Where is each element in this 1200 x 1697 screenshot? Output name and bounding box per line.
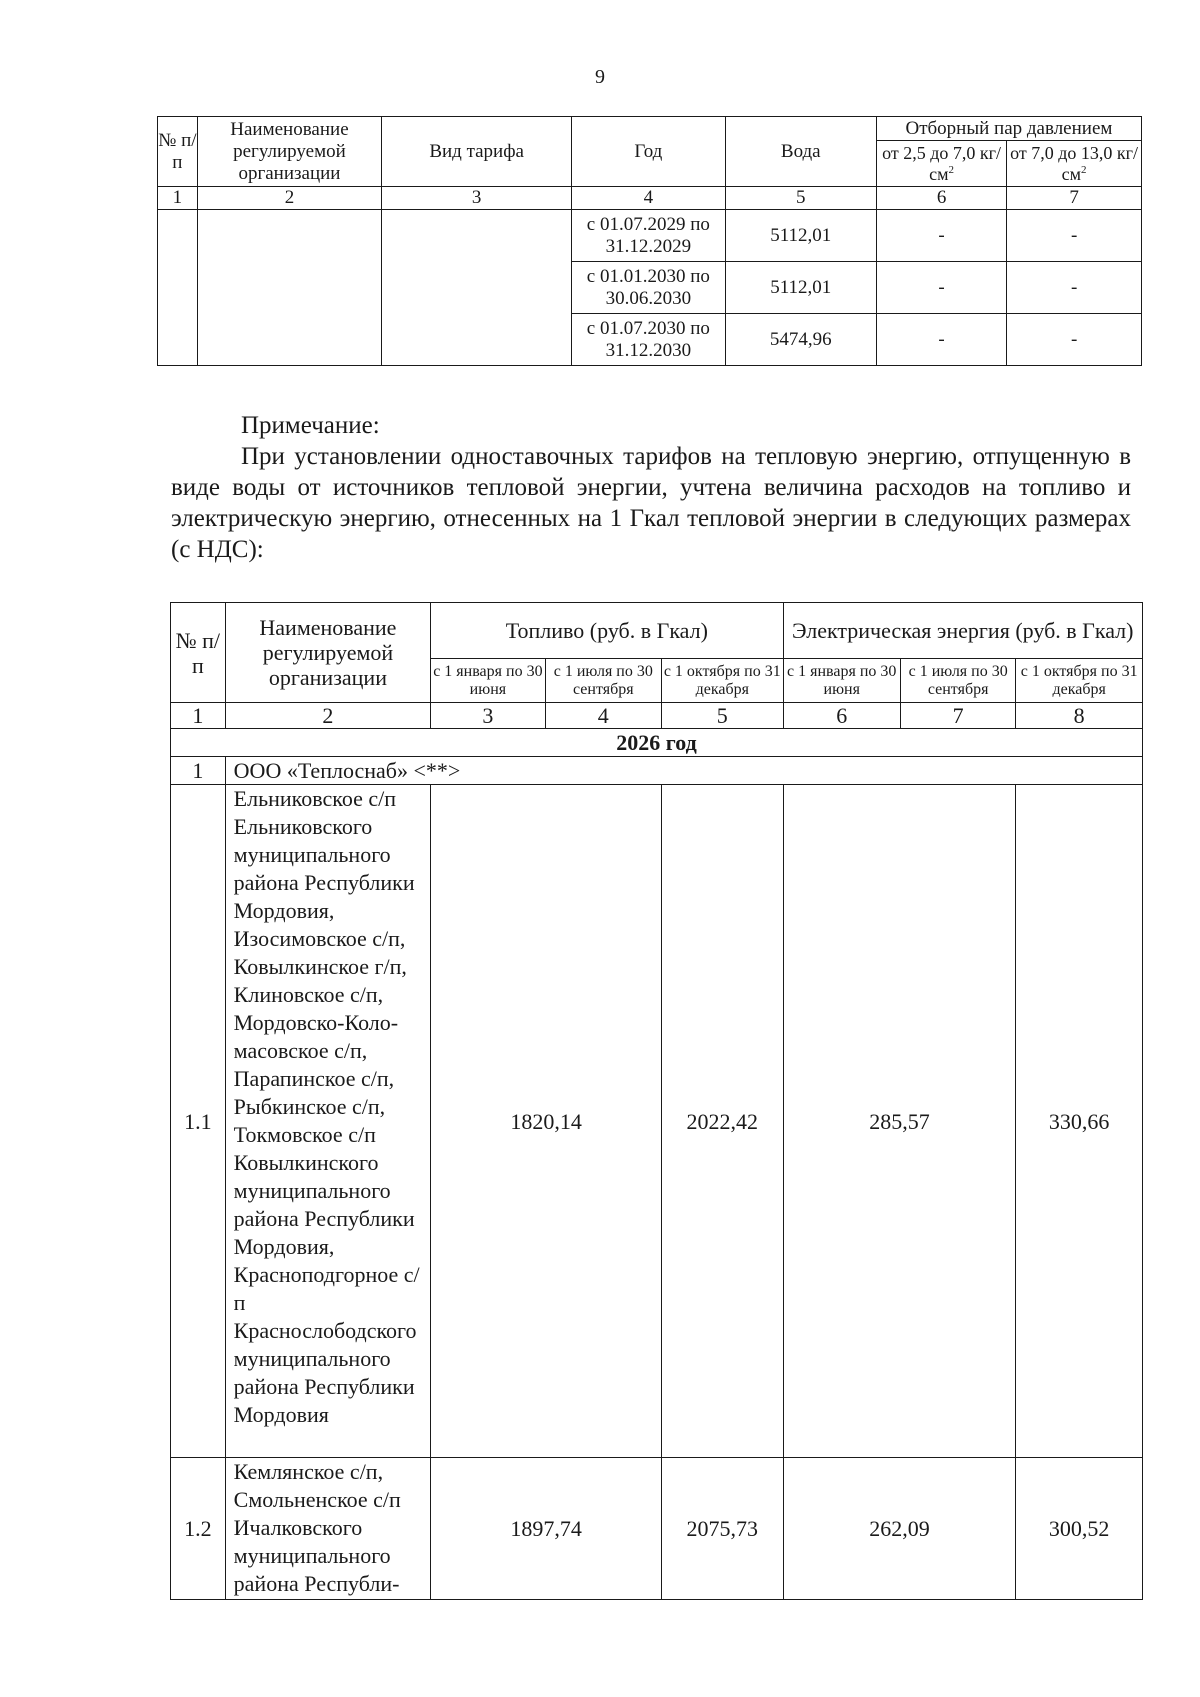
- header-period-1: с 1 января по 30 июня: [431, 659, 545, 703]
- steam-a-value: -: [876, 210, 1006, 262]
- steam-a-value: -: [876, 262, 1006, 314]
- electric-h1-value: 285,57: [783, 785, 1016, 1458]
- col-number: 1: [158, 187, 198, 210]
- col-number: 6: [783, 703, 900, 729]
- empty-cell: [197, 210, 381, 366]
- area-name: Кемлянское с/п, Смольненское с/п Ичалковского муниципального района Республи-: [225, 1458, 431, 1600]
- header-org: Наименование регулируемой организации: [197, 117, 381, 187]
- fuel-h2-value: 2022,42: [662, 785, 784, 1458]
- org-name: ООО «Теплоснаб» <**>: [225, 757, 1142, 785]
- note-text: При установлении одноставочных тарифов на тепловую энергию, отпущенную в виде воды от источников тепловой энергии, учтена величина расходов на топливо и электрическую энергию, отнесенных на 1 Гкал тепловой энергии в следующих размерах (с НДС):: [171, 443, 1131, 563]
- header-steam-b: от 7,0 до 13,0 $кг/см^2$: [1007, 141, 1142, 187]
- col-number: 5: [725, 187, 876, 210]
- header-tariff-type: Вид тарифа: [382, 117, 572, 187]
- col-number: 3: [431, 703, 545, 729]
- col-number: 1: [171, 703, 226, 729]
- header-water: Вода: [725, 117, 876, 187]
- year-label: 2026 год: [171, 729, 1143, 757]
- empty-cell: [158, 210, 198, 366]
- col-number: 6: [876, 187, 1006, 210]
- header-period-3: с 1 октября по 31 декабря: [662, 659, 784, 703]
- period-cell: с 01.01.2030 по 30.06.2030: [572, 262, 726, 314]
- col-number: 4: [545, 703, 661, 729]
- fuel-h1-value: 1897,74: [431, 1458, 662, 1600]
- electric-h2-value: 330,66: [1016, 785, 1143, 1458]
- col-number: 3: [382, 187, 572, 210]
- fuel-electric-cost-table: [170, 602, 1143, 1600]
- steam-b-value: -: [1007, 262, 1142, 314]
- water-value: 5112,01: [725, 210, 876, 262]
- header-fuel: Топливо (руб. в Гкал): [431, 603, 783, 659]
- header-period-2: с 1 июля по 30 сентября: [545, 659, 661, 703]
- header-period-3: с 1 октября по 31 декабря: [1016, 659, 1143, 703]
- col-number: 8: [1016, 703, 1143, 729]
- water-value: 5474,96: [725, 314, 876, 366]
- header-electric: Электрическая энергия (руб. в Гкал): [783, 603, 1142, 659]
- page-number: 9: [595, 66, 605, 88]
- header-num: № п/п: [158, 117, 198, 187]
- steam-b-value: -: [1007, 210, 1142, 262]
- header-period-1: с 1 января по 30 июня: [783, 659, 900, 703]
- header-year: Год: [572, 117, 726, 187]
- steam-a-value: -: [876, 314, 1006, 366]
- header-steam-a: от 2,5 до 7,0 $кг/см^2$: [876, 141, 1006, 187]
- header-num: № п/п: [171, 603, 226, 703]
- empty-cell: [382, 210, 572, 366]
- col-number: 5: [662, 703, 784, 729]
- header-org: Наименование регулируемой организации: [225, 603, 431, 703]
- water-value: 5112,01: [725, 262, 876, 314]
- row-num: 1.1: [171, 785, 226, 1458]
- header-period-2: с 1 июля по 30 сентября: [900, 659, 1015, 703]
- org-num: 1: [171, 757, 226, 785]
- col-number: 7: [1007, 187, 1142, 210]
- col-number: 7: [900, 703, 1015, 729]
- col-number: 4: [572, 187, 726, 210]
- col-number: 2: [225, 703, 431, 729]
- steam-b-value: -: [1007, 314, 1142, 366]
- tariff-table-continued: [157, 116, 1142, 366]
- note-title: Примечание:: [241, 412, 380, 439]
- note-block: [171, 410, 1131, 565]
- period-cell: с 01.07.2030 по 31.12.2030: [572, 314, 726, 366]
- electric-h2-value: 300,52: [1016, 1458, 1143, 1600]
- header-steam-group: Отборный пар давлением: [876, 117, 1141, 141]
- fuel-h2-value: 2075,73: [662, 1458, 784, 1600]
- area-name: Ельниковское с/п Ельниковского муниципального района Республики Мордовия, Изосимовское с/п, Ковылкинское г/п, Клиновское с/п, Мордовско-Коло-масовское с/п, Парапинское с/п, Рыбкинское с/п, Токмовское с/п Ковылкинского муниципального района Республики Мордовия, Красноподгорное с/п Краснослободского муниципального района Республики Мордовия: [225, 785, 431, 1458]
- row-num: 1.2: [171, 1458, 226, 1600]
- period-cell: с 01.07.2029 по 31.12.2029: [572, 210, 726, 262]
- fuel-h1-value: 1820,14: [431, 785, 662, 1458]
- electric-h1-value: 262,09: [783, 1458, 1016, 1600]
- col-number: 2: [197, 187, 381, 210]
